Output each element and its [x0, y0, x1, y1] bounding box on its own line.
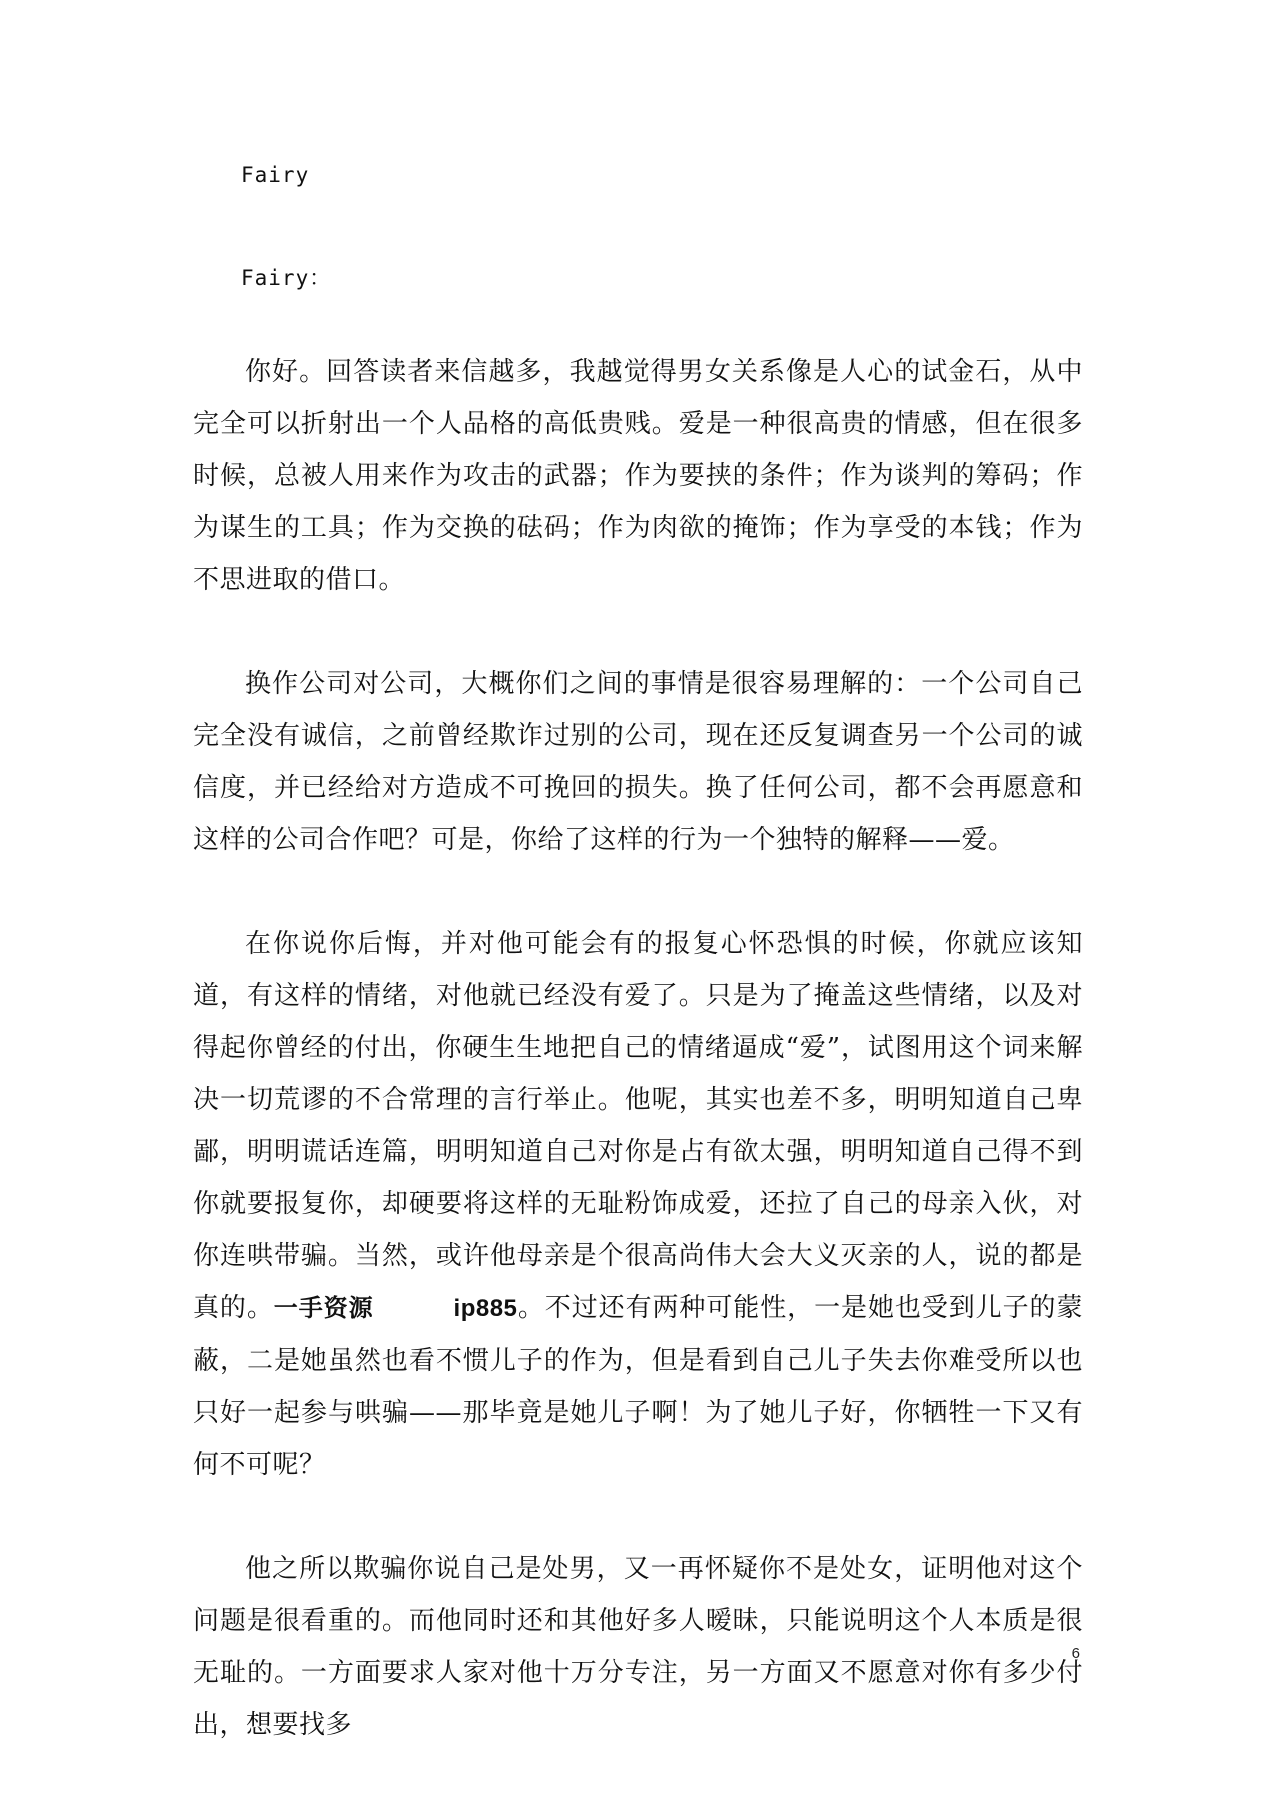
document-body — [193, 155, 1083, 1751]
salutation: Fairy： — [241, 266, 332, 290]
page-number: 6 — [1071, 1645, 1080, 1662]
paragraph-4: 他之所以欺骗你说自己是处男，又一再怀疑你不是处女，证明他对这个问题是很看重的。而他同时还和其他好多人暧昧，只能说明这个人本质是很无耻的。一方面要求人家对他十万分专注，另一方面又不愿意对你有多少付出，想要找多 — [193, 1554, 1083, 1740]
paragraph-3-before-ad: 在你说你后悔，并对他可能会有的报复心怀恐惧的时候，你就应该知道，有这样的情绪，对他就已经没有爱了。只是为了掩盖这些情绪，以及对得起你曾经的付出，你硬生生地把自己的情绪逼成“爱”，试图用这个词来解决一切荒谬的不合常理的言行举止。他呢，其实也差不多，明明知道自己卑鄙，明明谎话连篇，明明知道自己对你是占有欲太强，明明知道自己得不到你就要报复你，却硬要将这样的无耻粉饰成爱，还拉了自己的母亲入伙，对你连哄带骗。当然，或许他母亲是个很高尚伟大会大义灭亲的人，说的都是真的。 — [193, 929, 1083, 1323]
watermark-ad-text: 一手资源 — [273, 1295, 374, 1322]
salutation-title: Fairy — [241, 163, 310, 187]
paragraph-1: 你好。回答读者来信越多，我越觉得男女关系像是人心的试金石，从中完全可以折射出一个人品格的高低贵贱。爱是一种很高贵的情感，但在很多时候，总被人用来作为攻击的武器；作为要挟的条件；作为谈判的筹码；作为谋生的工具；作为交换的砝码；作为肉欲的掩饰；作为享受的本钱；作为不思进取的借口。 — [193, 357, 1083, 595]
paragraph-3 — [193, 918, 1083, 1491]
watermark-ad-code: ip885 — [453, 1295, 518, 1322]
paragraph-2: 换作公司对公司，大概你们之间的事情是很容易理解的：一个公司自己完全没有诚信，之前曾经欺诈过别的公司，现在还反复调查另一个公司的诚信度，并已经给对方造成不可挽回的损失。换了任何公司，都不会再愿意和这样的公司合作吧？可是，你给了这样的行为一个独特的解释——爱。 — [193, 669, 1083, 855]
paragraph-3-after-ad: 。不过还有两种可能性，一是她也受到儿子的蒙蔽，二是她虽然也看不惯儿子的作为，但是看到自己儿子失去你难受所以也只好一起参与哄骗——那毕竟是她儿子啊！为了她儿子好，你牺牲一下又有何不可呢？ — [193, 1293, 1083, 1480]
